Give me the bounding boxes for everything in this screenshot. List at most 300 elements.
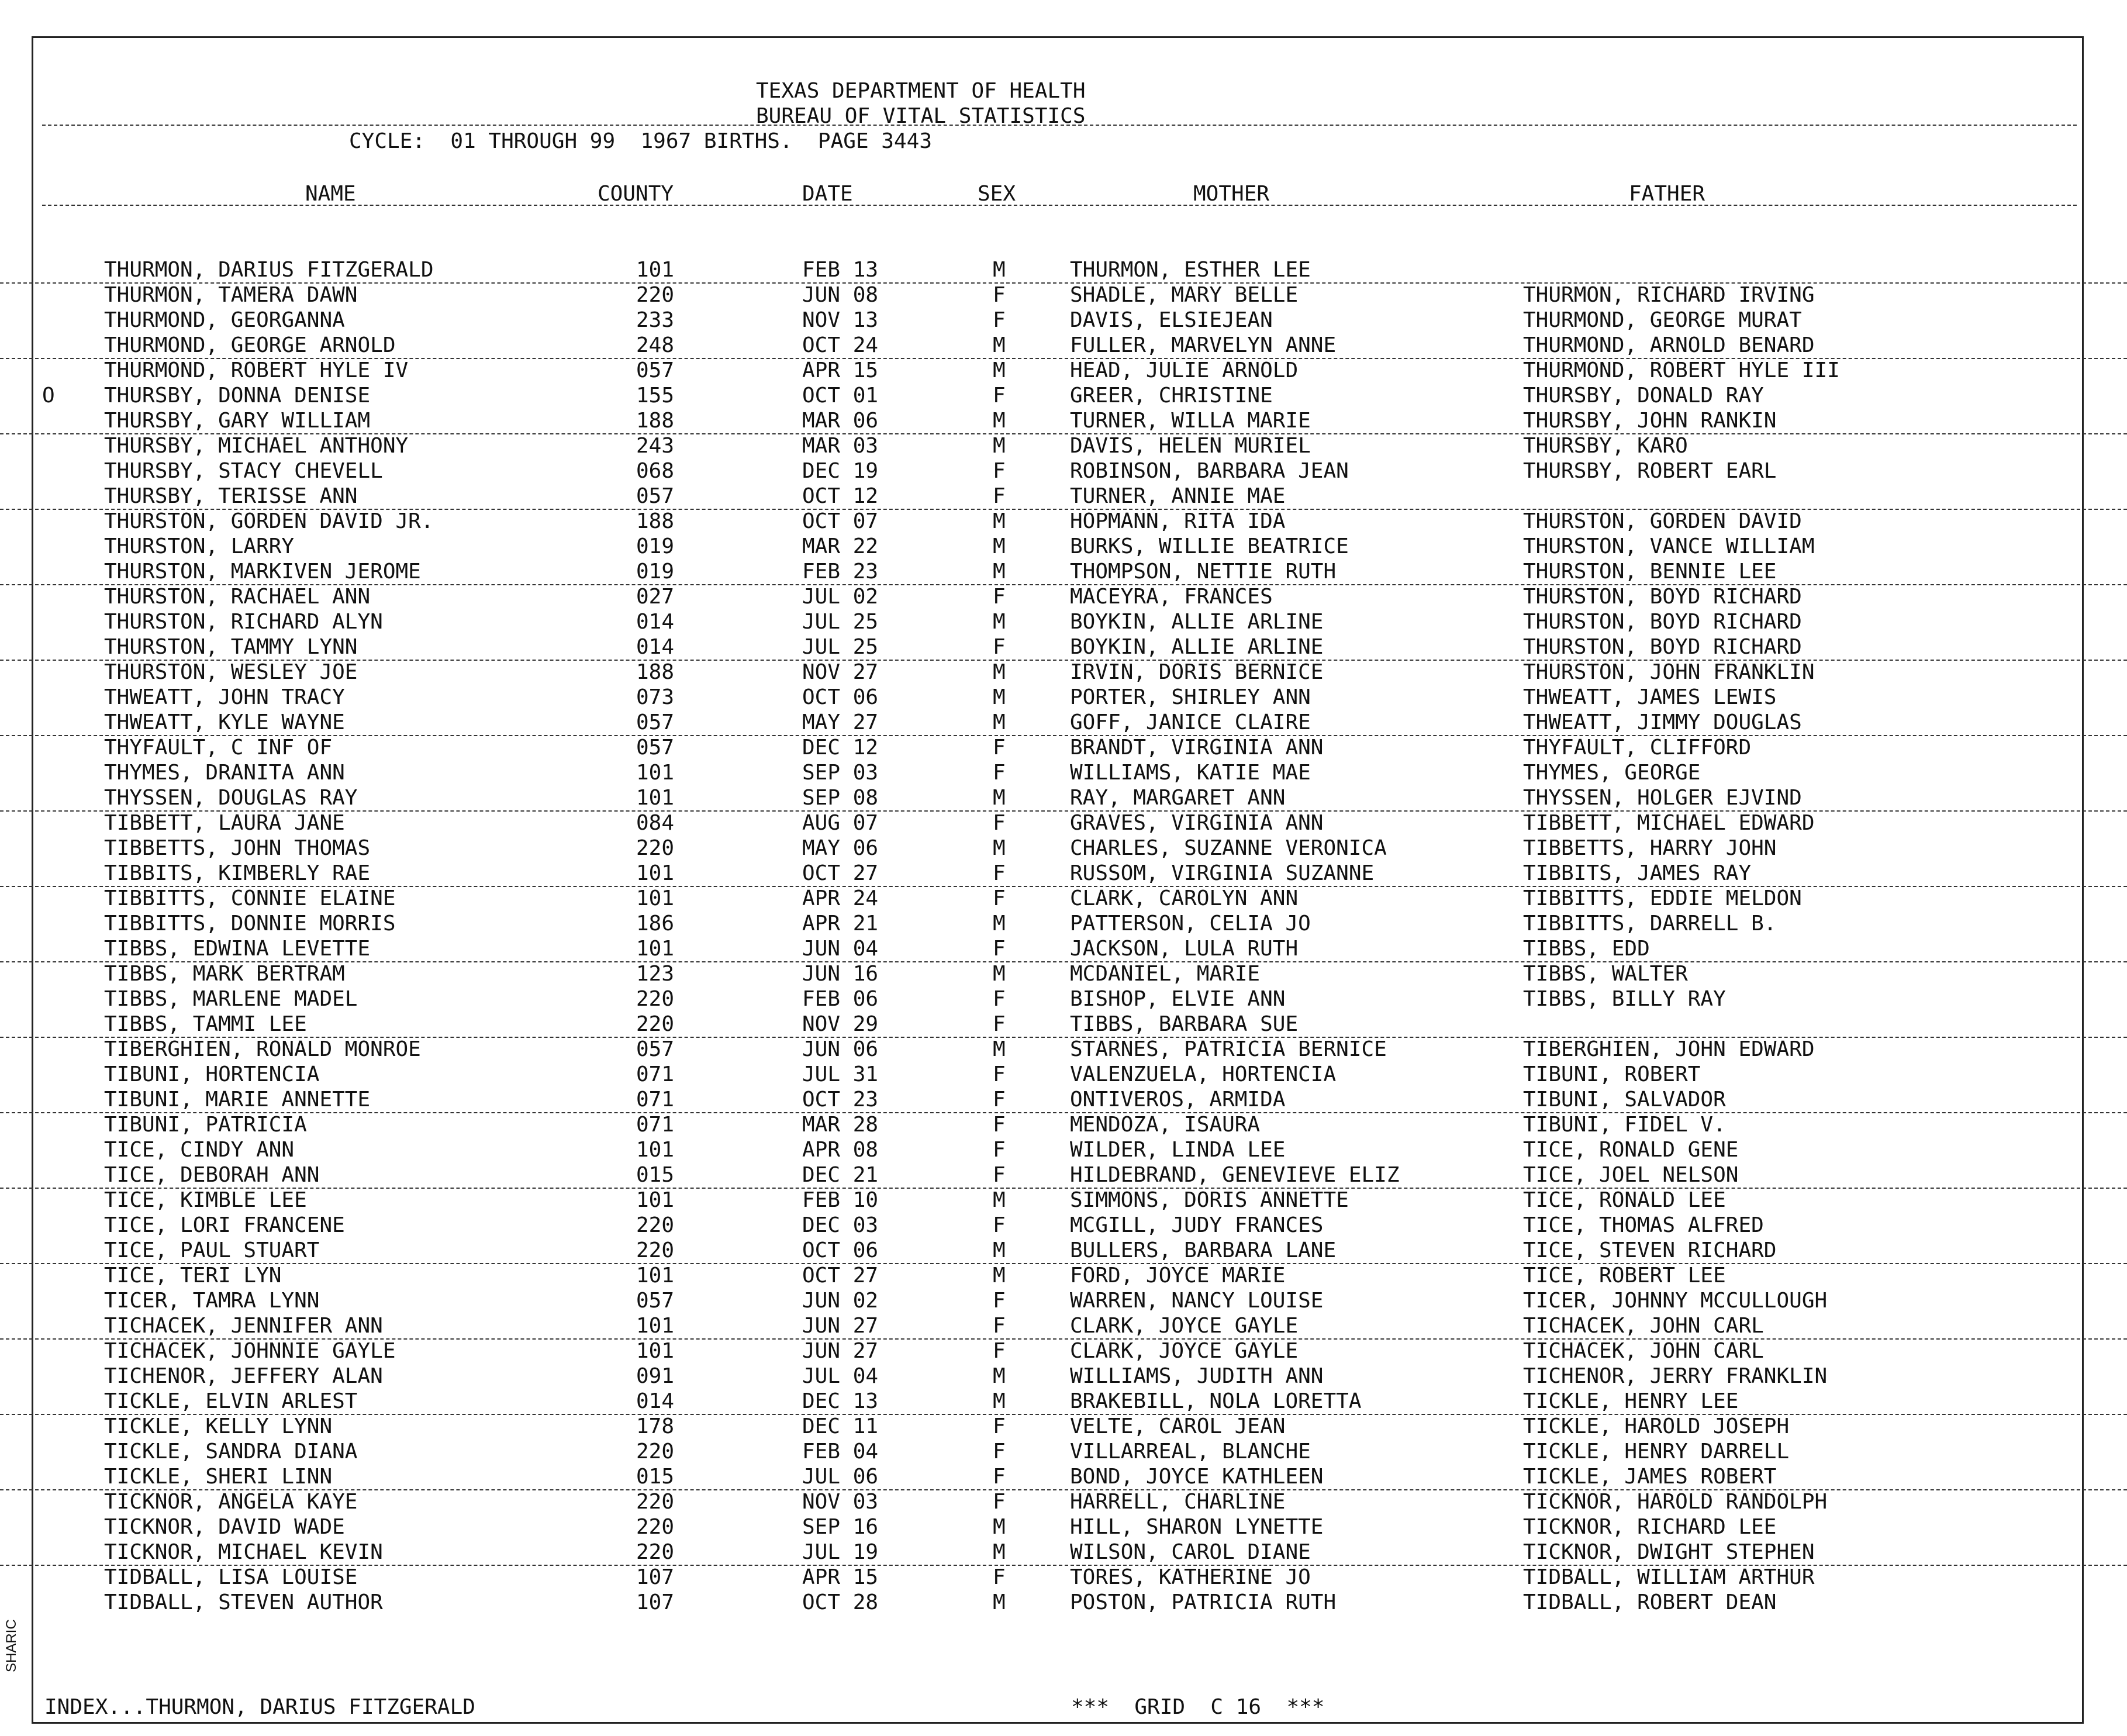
table-row (0, 1489, 2127, 1514)
table-row (0, 1037, 2127, 1062)
cell-name: THURSBY, GARY WILLIAM (104, 409, 371, 433)
cell-mother: VILLARREAL, BLANCHE (1070, 1440, 1311, 1464)
cell-name: THURMOND, GEORGANNA (104, 308, 345, 332)
cell-sex: M (993, 786, 1006, 810)
cell-mother: THURMON, ESTHER LEE (1070, 258, 1311, 282)
cell-father: TICE, RONALD LEE (1523, 1188, 1726, 1212)
cell-name: THURSTON, TAMMY LYNN (104, 635, 358, 659)
cell-father: TICKNOR, HAROLD RANDOLPH (1523, 1490, 1828, 1514)
cell-county: 071 (636, 1113, 675, 1137)
table-row (0, 458, 2127, 484)
cell-date: FEB 23 (802, 560, 879, 584)
cell-father: TIBBETT, MICHAEL EDWARD (1523, 811, 1815, 835)
cell-sex: F (993, 308, 1006, 332)
cell-sex: F (993, 761, 1006, 785)
header-cycle: CYCLE: 01 THROUGH 99 1967 BIRTHS. PAGE 3443 (349, 129, 932, 153)
cell-father: TIBBITS, JAMES RAY (1523, 861, 1752, 885)
cell-mother: BRANDT, VIRGINIA ANN (1070, 736, 1324, 760)
cell-county: 015 (636, 1465, 675, 1489)
cell-name: TIBBS, MARK BERTRAM (104, 962, 345, 986)
table-row (0, 660, 2127, 685)
cell-county: 057 (636, 1289, 675, 1313)
cell-mother: THOMPSON, NETTIE RUTH (1070, 560, 1337, 584)
cell-sex: M (993, 1364, 1006, 1388)
cell-sex: F (993, 1213, 1006, 1237)
cell-name: TIBERGHIEN, RONALD MONROE (104, 1037, 421, 1061)
table-row (0, 1213, 2127, 1238)
cell-date: OCT 23 (802, 1088, 879, 1112)
cell-county: 220 (636, 1213, 675, 1237)
cell-father: TIBBS, EDD (1523, 937, 1650, 961)
cell-county: 101 (636, 1138, 675, 1162)
cell-sex: M (993, 358, 1006, 382)
table-row (0, 484, 2127, 510)
table-row (0, 308, 2127, 333)
col-header-county: COUNTY (598, 182, 674, 206)
cell-name: TIDBALL, LISA LOUISE (104, 1565, 358, 1589)
cell-mother: MENDOZA, ISAURA (1070, 1113, 1261, 1137)
cell-date: JUL 04 (802, 1364, 879, 1388)
cell-mother: DAVIS, ELSIEJEAN (1070, 308, 1273, 332)
table-row (0, 1514, 2127, 1540)
cell-mother: CLARK, JOYCE GAYLE (1070, 1314, 1299, 1338)
cell-date: JUL 06 (802, 1465, 879, 1489)
cell-sex: M (993, 509, 1006, 533)
cell-date: NOV 03 (802, 1490, 879, 1514)
cell-county: 084 (636, 811, 675, 835)
cell-mother: WILLIAMS, JUDITH ANN (1070, 1364, 1324, 1388)
table-row (0, 559, 2127, 585)
cell-name: THYFAULT, C INF OF (104, 736, 333, 760)
cell-mother: SHADLE, MARY BELLE (1070, 283, 1299, 307)
cell-date: APR 21 (802, 912, 879, 936)
cell-county: 101 (636, 886, 675, 910)
cell-mother: TURNER, WILLA MARIE (1070, 409, 1311, 433)
cell-date: OCT 01 (802, 384, 879, 408)
cell-name: THURSTON, RICHARD ALYN (104, 610, 383, 634)
cell-date: APR 15 (802, 358, 879, 382)
cell-father: TIBUNI, SALVADOR (1523, 1088, 1726, 1112)
table-row (0, 509, 2127, 534)
cell-date: JUL 19 (802, 1540, 879, 1564)
cell-date: MAR 28 (802, 1113, 879, 1137)
cell-mother: STARNES, PATRICIA BERNICE (1070, 1037, 1387, 1061)
cell-county: 178 (636, 1414, 675, 1438)
cell-mother: PATTERSON, CELIA JO (1070, 912, 1311, 936)
cell-sex: F (993, 1113, 1006, 1137)
cell-date: JUL 25 (802, 610, 879, 634)
table-row (0, 961, 2127, 986)
cell-county: 101 (636, 1188, 675, 1212)
cell-date: DEC 21 (802, 1163, 879, 1187)
cell-sex: F (993, 1565, 1006, 1589)
cell-sex: F (993, 1314, 1006, 1338)
cell-sex: M (993, 409, 1006, 433)
table-row (0, 1590, 2127, 1615)
cell-date: OCT 12 (802, 484, 879, 508)
cell-county: 027 (636, 585, 675, 609)
cell-county: 073 (636, 685, 675, 709)
cell-father: TICHENOR, JERRY FRANKLIN (1523, 1364, 1828, 1388)
cell-date: JUL 02 (802, 585, 879, 609)
cell-name: TIBBETTS, JOHN THOMAS (104, 836, 371, 860)
cell-county: 220 (636, 836, 675, 860)
cell-sex: M (993, 258, 1006, 282)
cell-county: 019 (636, 560, 675, 584)
cell-county: 220 (636, 1238, 675, 1262)
cell-father: TICKLE, HAROLD JOSEPH (1523, 1414, 1790, 1438)
cell-father: TIBUNI, FIDEL V. (1523, 1113, 1726, 1137)
cell-father: TICE, JOEL NELSON (1523, 1163, 1739, 1187)
cell-mother: GREER, CHRISTINE (1070, 384, 1273, 408)
cell-flag: O (42, 384, 55, 408)
cell-mother: MACEYRA, FRANCES (1070, 585, 1273, 609)
cell-father: TICKNOR, DWIGHT STEPHEN (1523, 1540, 1815, 1564)
cell-father: TICKLE, JAMES ROBERT (1523, 1465, 1777, 1489)
cell-father: THURSTON, BOYD RICHARD (1523, 610, 1802, 634)
col-header-father: FATHER (1629, 182, 1705, 206)
cell-name: TIBBS, EDWINA LEVETTE (104, 937, 371, 961)
cell-mother: MCDANIEL, MARIE (1070, 962, 1261, 986)
cell-name: THURSTON, MARKIVEN JEROME (104, 560, 421, 584)
cell-county: 101 (636, 258, 675, 282)
cell-sex: F (993, 886, 1006, 910)
cell-sex: F (993, 1138, 1006, 1162)
cell-county: 057 (636, 736, 675, 760)
cell-county: 014 (636, 610, 675, 634)
cell-county: 015 (636, 1163, 675, 1187)
cell-county: 220 (636, 1515, 675, 1539)
cell-mother: HEAD, JULIE ARNOLD (1070, 358, 1299, 382)
cell-sex: M (993, 534, 1006, 558)
cell-mother: HOPMANN, RITA IDA (1070, 509, 1286, 533)
cell-name: TIBBS, MARLENE MADEL (104, 987, 358, 1011)
cell-date: DEC 13 (802, 1389, 879, 1413)
cell-sex: M (993, 333, 1006, 357)
cell-name: THURSBY, STACY CHEVELL (104, 459, 383, 483)
cell-name: TIBBS, TAMMI LEE (104, 1012, 307, 1036)
cell-sex: M (993, 610, 1006, 634)
cell-sex: M (993, 836, 1006, 860)
cell-mother: BOND, JOYCE KATHLEEN (1070, 1465, 1324, 1489)
cell-father: TICHACEK, JOHN CARL (1523, 1314, 1764, 1338)
cell-father: THWEATT, JIMMY DOUGLAS (1523, 710, 1802, 734)
table-row (0, 836, 2127, 861)
cell-date: FEB 10 (802, 1188, 879, 1212)
cell-sex: M (993, 962, 1006, 986)
table-row (0, 1188, 2127, 1213)
cell-father: THURSTON, JOHN FRANKLIN (1523, 660, 1815, 684)
cell-mother: POSTON, PATRICIA RUTH (1070, 1590, 1337, 1614)
cell-father: THURSBY, ROBERT EARL (1523, 459, 1777, 483)
cell-father: THURSBY, DONALD RAY (1523, 384, 1764, 408)
cell-county: 101 (636, 1314, 675, 1338)
cell-date: OCT 06 (802, 1238, 879, 1262)
cell-sex: F (993, 1012, 1006, 1036)
table-row (0, 584, 2127, 609)
table-row (0, 383, 2127, 408)
cell-date: JUN 27 (802, 1314, 879, 1338)
cell-father: TICKNOR, RICHARD LEE (1523, 1515, 1777, 1539)
cell-county: 243 (636, 434, 675, 458)
cell-sex: M (993, 1515, 1006, 1539)
cell-mother: HILDEBRAND, GENEVIEVE ELIZ (1070, 1163, 1400, 1187)
cell-father: TICKLE, HENRY DARRELL (1523, 1440, 1790, 1464)
cell-sex: M (993, 1389, 1006, 1413)
cell-sex: F (993, 937, 1006, 961)
cell-date: JUN 27 (802, 1339, 879, 1363)
cell-father: THYFAULT, CLIFFORD (1523, 736, 1752, 760)
cell-mother: CHARLES, SUZANNE VERONICA (1070, 836, 1387, 860)
table-row (0, 634, 2127, 661)
cell-name: THWEATT, JOHN TRACY (104, 685, 345, 709)
cell-name: THURSTON, GORDEN DAVID JR. (104, 509, 434, 533)
cell-sex: M (993, 1238, 1006, 1262)
cell-date: JUN 02 (802, 1289, 879, 1313)
cell-county: 091 (636, 1364, 675, 1388)
cell-father: THYSSEN, HOLGER EJVIND (1523, 786, 1802, 810)
cell-sex: F (993, 1465, 1006, 1489)
cell-date: DEC 12 (802, 736, 879, 760)
cell-sex: M (993, 1590, 1006, 1614)
cell-father: THURSTON, GORDEN DAVID (1523, 509, 1802, 533)
cell-name: TICKLE, SANDRA DIANA (104, 1440, 358, 1464)
table-row (0, 1112, 2127, 1137)
cell-father: TICHACEK, JOHN CARL (1523, 1339, 1764, 1363)
cell-father: THURSBY, KARO (1523, 434, 1688, 458)
cell-date: NOV 27 (802, 660, 879, 684)
cell-mother: WILLIAMS, KATIE MAE (1070, 761, 1311, 785)
cell-date: NOV 29 (802, 1012, 879, 1036)
table-row (0, 333, 2127, 359)
cell-date: OCT 28 (802, 1590, 879, 1614)
cell-mother: SIMMONS, DORIS ANNETTE (1070, 1188, 1349, 1212)
cell-name: THURSTON, WESLEY JOE (104, 660, 358, 684)
cell-county: 220 (636, 1540, 675, 1564)
cell-county: 220 (636, 1490, 675, 1514)
cell-mother: CLARK, JOYCE GAYLE (1070, 1339, 1299, 1363)
table-row (0, 1414, 2127, 1439)
cell-sex: M (993, 1037, 1006, 1061)
cell-father: TIBBETTS, HARRY JOHN (1523, 836, 1777, 860)
cell-name: TICE, KIMBLE LEE (104, 1188, 307, 1212)
table-row (0, 1012, 2127, 1038)
table-row (0, 1364, 2127, 1389)
cell-mother: RUSSOM, VIRGINIA SUZANNE (1070, 861, 1375, 885)
cell-name: TICHENOR, JEFFERY ALAN (104, 1364, 383, 1388)
cell-name: TICKNOR, DAVID WADE (104, 1515, 345, 1539)
cell-name: THURSTON, RACHAEL ANN (104, 585, 371, 609)
cell-county: 248 (636, 333, 675, 357)
cell-date: SEP 08 (802, 786, 879, 810)
cell-date: JUL 25 (802, 635, 879, 659)
cell-county: 019 (636, 534, 675, 558)
cell-county: 071 (636, 1088, 675, 1112)
cell-sex: M (993, 560, 1006, 584)
cell-date: FEB 06 (802, 987, 879, 1011)
col-header-date: DATE (802, 182, 853, 206)
cell-father: THYMES, GEORGE (1523, 761, 1701, 785)
cell-father: TIBBITTS, DARRELL B. (1523, 912, 1777, 936)
cell-name: TIBUNI, HORTENCIA (104, 1062, 320, 1086)
cell-mother: BRAKEBILL, NOLA LORETTA (1070, 1389, 1362, 1413)
cell-father: TIBERGHIEN, JOHN EDWARD (1523, 1037, 1815, 1061)
table-row (0, 886, 2127, 911)
cell-sex: F (993, 1163, 1006, 1187)
cell-county: 186 (636, 912, 675, 936)
cell-mother: BOYKIN, ALLIE ARLINE (1070, 610, 1324, 634)
cell-county: 057 (636, 484, 675, 508)
cell-mother: FULLER, MARVELYN ANNE (1070, 333, 1337, 357)
cell-sex: F (993, 459, 1006, 483)
cell-county: 107 (636, 1590, 675, 1614)
cell-father: THURSTON, BOYD RICHARD (1523, 585, 1802, 609)
cell-county: 233 (636, 308, 675, 332)
cell-sex: F (993, 1440, 1006, 1464)
cell-name: THWEATT, KYLE WAYNE (104, 710, 345, 734)
table-row (0, 408, 2127, 434)
cell-mother: FORD, JOYCE MARIE (1070, 1264, 1286, 1288)
cell-father: THURMOND, ROBERT HYLE III (1523, 358, 1840, 382)
cell-father: TIBBS, BILLY RAY (1523, 987, 1726, 1011)
cell-mother: PORTER, SHIRLEY ANN (1070, 685, 1311, 709)
table-row (0, 257, 2127, 284)
cell-father: TICE, STEVEN RICHARD (1523, 1238, 1777, 1262)
cell-mother: BURKS, WILLIE BEATRICE (1070, 534, 1349, 558)
cell-sex: M (993, 710, 1006, 734)
cell-name: THURSBY, MICHAEL ANTHONY (104, 434, 409, 458)
cell-county: 155 (636, 384, 675, 408)
cell-sex: F (993, 585, 1006, 609)
cell-date: MAY 06 (802, 836, 879, 860)
table-row (0, 433, 2127, 458)
cell-sex: M (993, 912, 1006, 936)
cell-sex: F (993, 1339, 1006, 1363)
cell-date: MAY 27 (802, 710, 879, 734)
cell-name: TIBBITTS, DONNIE MORRIS (104, 912, 396, 936)
cell-sex: F (993, 736, 1006, 760)
table-row (0, 936, 2127, 962)
cell-mother: RAY, MARGARET ANN (1070, 786, 1286, 810)
header-divider (42, 125, 2077, 126)
cell-father: THURSTON, BENNIE LEE (1523, 560, 1777, 584)
table-row (0, 810, 2127, 836)
cell-mother: VELTE, CAROL JEAN (1070, 1414, 1286, 1438)
cell-county: 101 (636, 861, 675, 885)
cell-name: THYMES, DRANITA ANN (104, 761, 345, 785)
cell-name: THURSBY, TERISSE ANN (104, 484, 358, 508)
cell-name: TIBUNI, PATRICIA (104, 1113, 307, 1137)
cell-date: JUN 06 (802, 1037, 879, 1061)
cell-mother: CLARK, CAROLYN ANN (1070, 886, 1299, 910)
cell-sex: F (993, 861, 1006, 885)
cell-mother: ONTIVEROS, ARMIDA (1070, 1088, 1286, 1112)
header-agency: TEXAS DEPARTMENT OF HEALTH (756, 79, 1086, 103)
cell-date: JUN 04 (802, 937, 879, 961)
table-row (0, 534, 2127, 559)
cell-name: TICE, PAUL STUART (104, 1238, 320, 1262)
cell-date: NOV 13 (802, 308, 879, 332)
cell-county: 071 (636, 1062, 675, 1086)
cell-county: 220 (636, 1440, 675, 1464)
cell-date: OCT 27 (802, 1264, 879, 1288)
cell-name: TICKNOR, ANGELA KAYE (104, 1490, 358, 1514)
cell-county: 057 (636, 1037, 675, 1061)
table-row (0, 861, 2127, 887)
cell-name: TICE, CINDY ANN (104, 1138, 295, 1162)
cell-county: 057 (636, 710, 675, 734)
cell-name: THURMON, TAMERA DAWN (104, 283, 358, 307)
cell-father: THURSTON, BOYD RICHARD (1523, 635, 1802, 659)
cell-father: THURMOND, GEORGE MURAT (1523, 308, 1802, 332)
table-row (0, 1338, 2127, 1364)
cell-father: TIBBITTS, EDDIE MELDON (1523, 886, 1802, 910)
table-row (0, 1439, 2127, 1464)
table-row (0, 1565, 2127, 1590)
table-row (0, 735, 2127, 760)
footer-index: INDEX...THURMON, DARIUS FITZGERALD (44, 1695, 475, 1719)
cell-mother: GOFF, JANICE CLAIRE (1070, 710, 1311, 734)
cell-date: APR 08 (802, 1138, 879, 1162)
cell-county: 101 (636, 761, 675, 785)
table-row (0, 358, 2127, 383)
cell-name: TICHACEK, JENNIFER ANN (104, 1314, 383, 1338)
cell-mother: HILL, SHARON LYNETTE (1070, 1515, 1324, 1539)
cell-date: OCT 24 (802, 333, 879, 357)
cell-father: TICKLE, HENRY LEE (1523, 1389, 1739, 1413)
cell-date: APR 24 (802, 886, 879, 910)
cell-sex: F (993, 1062, 1006, 1086)
cell-mother: WILDER, LINDA LEE (1070, 1138, 1286, 1162)
table-row (0, 911, 2127, 936)
cell-name: THURMOND, ROBERT HYLE IV (104, 358, 409, 382)
cell-mother: TORES, KATHERINE JO (1070, 1565, 1311, 1589)
cell-father: TIBUNI, ROBERT (1523, 1062, 1701, 1086)
table-row (0, 1540, 2127, 1566)
cell-sex: F (993, 987, 1006, 1011)
cell-mother: BULLERS, BARBARA LANE (1070, 1238, 1337, 1262)
cell-mother: JACKSON, LULA RUTH (1070, 937, 1299, 961)
table-row (0, 1464, 2127, 1490)
cell-date: AUG 07 (802, 811, 879, 835)
cell-mother: WARREN, NANCY LOUISE (1070, 1289, 1324, 1313)
footer-grid: *** GRID C 16 *** (1071, 1695, 1325, 1719)
cell-name: TICE, DEBORAH ANN (104, 1163, 320, 1187)
cell-name: TICKNOR, MICHAEL KEVIN (104, 1540, 383, 1564)
table-row (0, 760, 2127, 785)
cell-name: TICER, TAMRA LYNN (104, 1289, 320, 1313)
cell-mother: TIBBS, BARBARA SUE (1070, 1012, 1299, 1036)
cell-mother: GRAVES, VIRGINIA ANN (1070, 811, 1324, 835)
cell-mother: TURNER, ANNIE MAE (1070, 484, 1286, 508)
cell-father: TICE, ROBERT LEE (1523, 1264, 1726, 1288)
cell-sex: M (993, 660, 1006, 684)
table-row (0, 1238, 2127, 1264)
cell-mother: IRVIN, DORIS BERNICE (1070, 660, 1324, 684)
cell-sex: F (993, 811, 1006, 835)
cell-father: TIBBS, WALTER (1523, 962, 1688, 986)
cell-name: THURMON, DARIUS FITZGERALD (104, 258, 434, 282)
table-row (0, 1313, 2127, 1340)
cell-name: TICKLE, SHERI LINN (104, 1465, 333, 1489)
cell-county: 188 (636, 409, 675, 433)
col-header-sex: SEX (978, 182, 1016, 206)
cell-county: 014 (636, 635, 675, 659)
cell-father: THWEATT, JAMES LEWIS (1523, 685, 1777, 709)
cell-mother: HARRELL, CHARLINE (1070, 1490, 1286, 1514)
cell-date: MAR 06 (802, 409, 879, 433)
header-bureau: BUREAU OF VITAL STATISTICS (756, 104, 1086, 128)
